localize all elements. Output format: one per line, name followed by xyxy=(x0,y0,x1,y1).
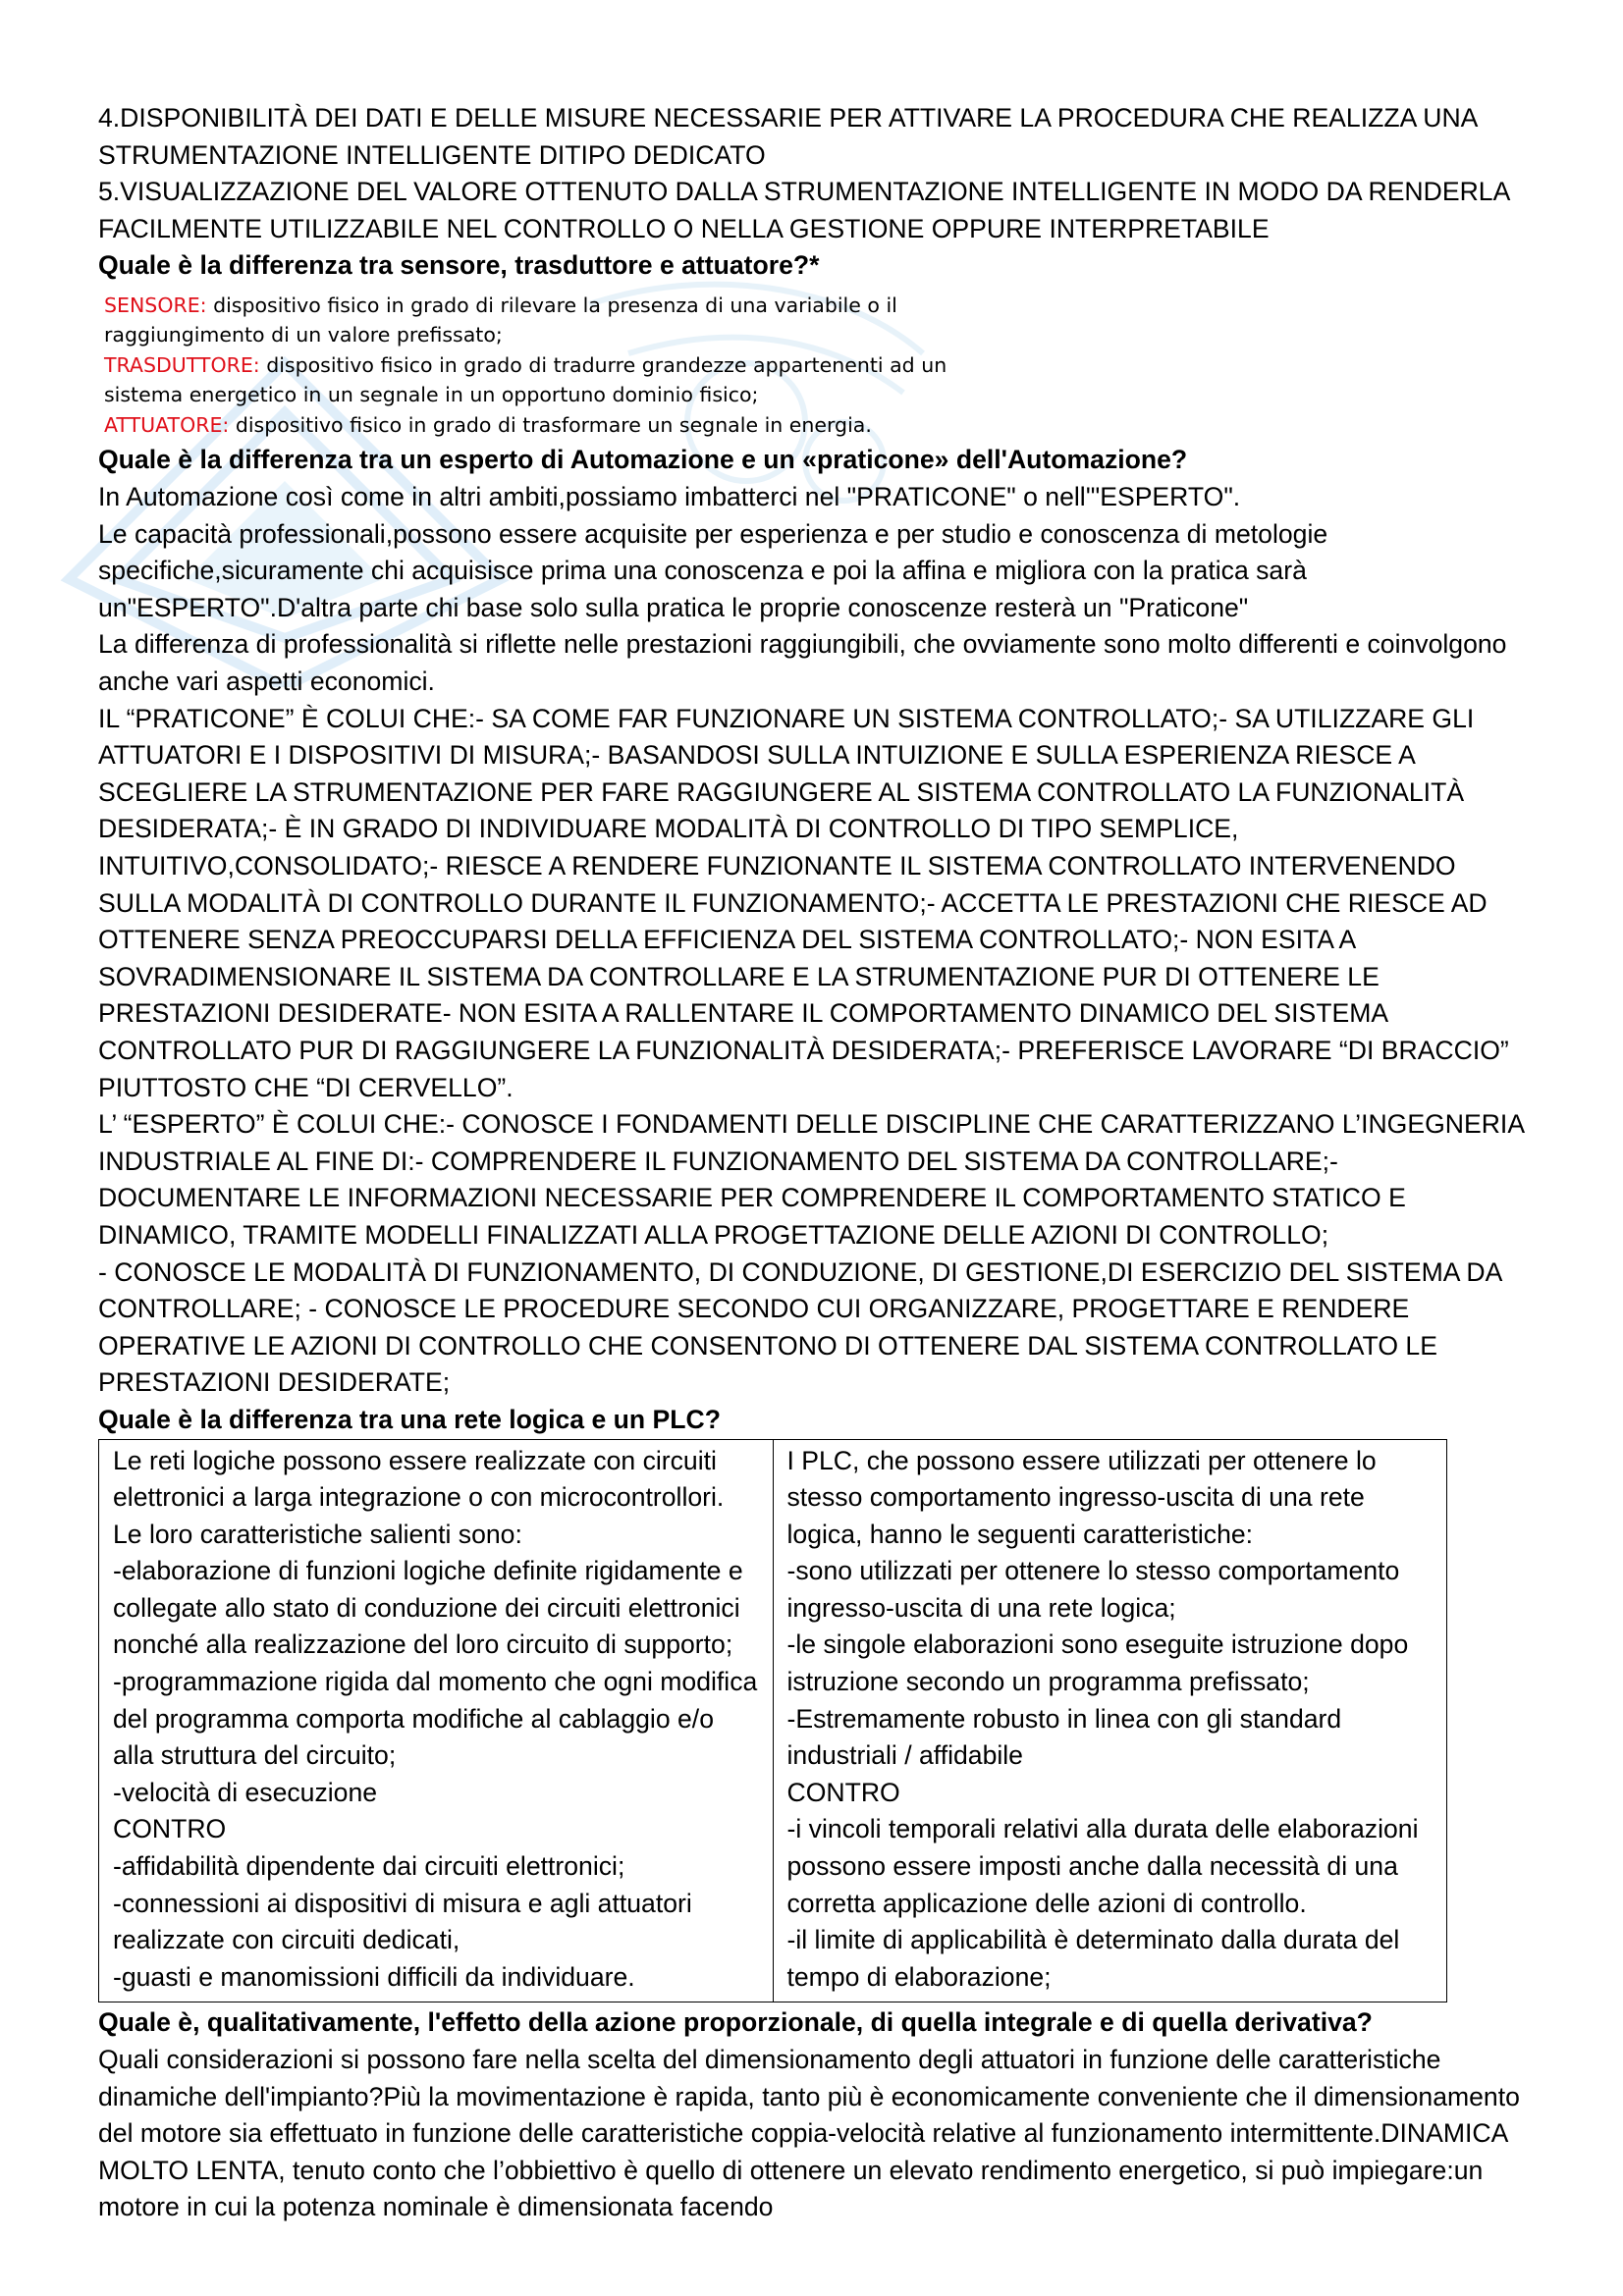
cell-line: -programmazione rigida dal momento che ogni modifica del programma comporta modifiche al cablaggio e/o alla struttura del circuito; xyxy=(113,1667,758,1771)
cell-line: CONTRO xyxy=(113,1814,227,1844)
cell-line: -le singole elaborazioni sono eseguite istruzione dopo istruzione secondo un programma prefissato; xyxy=(786,1629,1409,1697)
comparison-table xyxy=(98,1439,1447,2003)
definitions-block xyxy=(104,291,1542,441)
list-item-4: 4.DISPONIBILITÀ DEI DATI E DELLE MISURE NECESSARIE PER ATTIVARE LA PROCEDURA CHE REALIZZA UNA STRUMENTAZIONE INTELLIGENTE DITIPO DEDICATO xyxy=(98,103,1477,170)
cell-line: Le loro caratteristiche salienti sono: xyxy=(113,1519,522,1549)
table-cell-reti-logiche xyxy=(99,1439,774,2002)
definition-text: dispositivo fisico in grado di trasformare un segnale in energia. xyxy=(229,412,872,437)
definition-text-continued: raggiungimento di un valore prefissato; xyxy=(104,323,503,347)
cell-line: -il limite di applicabilità è determinato dalla durata del tempo di elaborazione; xyxy=(786,1925,1400,1992)
cell-line: CONTRO xyxy=(786,1777,900,1807)
term-trasduttore: TRASDUTTORE: xyxy=(104,352,260,377)
paragraph: Le capacità professionali,possono essere acquisite per esperienza e per studio e conoscenza di metologie specifiche,sicuramente chi acquisisce prima una conoscenza e poi la affina e migliora con la pratica sarà un"ESPERTO".D'altra parte chi base solo sulla pratica le proprie conoscenze resterà un "Praticone" xyxy=(98,518,1328,622)
question-pid-title: Quale è, qualitativamente, l'effetto della azione proporzionale, di quella integrale e di quella derivativa? xyxy=(98,2007,1373,2038)
cell-line: -velocità di esecuzione xyxy=(113,1777,378,1807)
cell-line: -connessioni ai dispositivi di misura e agli attuatori realizzate con circuiti dedicati, xyxy=(113,1888,692,1955)
paragraph: In Automazione così come in altri ambiti,possiamo imbatterci nel "PRATICONE" o nell'"ESPERTO". xyxy=(98,482,1241,512)
cell-line: -sono utilizzati per ottenere lo stesso comportamento ingresso-uscita di una rete logica; xyxy=(786,1556,1400,1623)
cell-line: -affidabilità dipendente dai circuiti elettronici; xyxy=(113,1851,625,1882)
table-cell-plc xyxy=(773,1439,1447,2002)
definition-text-continued: sistema energetico in un segnale in un opportuno dominio fisico; xyxy=(104,383,759,407)
paragraph: La differenza di professionalità si riflette nelle prestazioni raggiungibili, che ovviamente sono molto differenti e coinvolgono anche vari aspetti economici. xyxy=(98,629,1507,697)
definition-text: dispositivo fisico in grado di tradurre grandezze appartenenti ad un xyxy=(259,352,947,377)
question-esperto-title: Quale è la differenza tra un esperto di Automazione e un «praticone» dell'Automazione? xyxy=(98,445,1188,475)
cell-line: -i vincoli temporali relativi alla durata delle elaborazioni possono essere imposti anche dalla necessità di una corretta applicazione delle azioni di controllo. xyxy=(786,1814,1419,1918)
cell-line: -Estremamente robusto in linea con gli standard industriali / affidabile xyxy=(786,1703,1342,1771)
cell-line: I PLC, che possono essere utilizzati per ottenere lo stesso comportamento ingresso-uscita di una rete logica, hanno le seguenti caratteristiche: xyxy=(786,1445,1377,1549)
definition-text: dispositivo fisico in grado di rilevare la presenza di una variabile o il xyxy=(206,293,897,317)
paragraph: - CONOSCE LE MODALITÀ DI FUNZIONAMENTO, DI CONDUZIONE, DI GESTIONE,DI ESERCIZIO DEL SISTEMA DA CONTROLLARE; - CONOSCE LE PROCEDURE SECONDO CUI ORGANIZZARE, PROGETTARE E RENDERE OPERATIVE LE AZIONI DI CONTROLLO CHE CONSENTONO DI OTTENERE DAL SISTEMA CONTROLLATO LE PRESTAZIONI DESIDERATE; xyxy=(98,1256,1501,1398)
definition-trasduttore xyxy=(104,350,1542,381)
table-row xyxy=(99,1439,1447,2002)
definition-sensore xyxy=(104,291,1542,321)
list-item-5: 5.VISUALIZZAZIONE DEL VALORE OTTENUTO DALLA STRUMENTAZIONE INTELLIGENTE IN MODO DA RENDERLA FACILMENTE UTILIZZABILE NEL CONTROLLO O NELLA GESTIONE OPPURE INTERPRETABILE xyxy=(98,177,1509,243)
definition-attuatore xyxy=(104,410,1542,441)
paragraph: IL “PRATICONE” È COLUI CHE:- SA COME FAR FUNZIONARE UN SISTEMA CONTROLLATO;- SA UTILIZZARE GLI ATTUATORI E I DISPOSITIVI DI MISURA;- BASANDOSI SULLA INTUIZIONE E SULLA ESPERIENZA RIESCE A SCEGLIERE LA STRUMENTAZIONE PER FARE RAGGIUNGERE AL SISTEMA CONTROLLATO LA FUNZIONALITÀ DESIDERATA;- È IN GRADO DI INDIVIDUARE MODALITÀ DI CONTROLLO DI TIPO SEMPLICE, INTUITIVO,CONSOLIDATO;- RIESCE A RENDERE FUNZIONANTE IL SISTEMA CONTROLLATO INTERVENENDO SULLA MODALITÀ DI CONTROLLO DURANTE IL FUNZIONAMENTO;- ACCETTA LE PRESTAZIONI CHE RIESCE AD OTTENERE SENZA PREOCCUPARSI DELLA EFFICIENZA DEL SISTEMA CONTROLLATO;- NON ESITA A SOVRADIMENSIONARE IL SISTEMA DA CONTROLLARE E LA STRUMENTAZIONE PUR DI OTTENERE LE PRESTAZIONI DESIDERATE- NON ESITA A RALLENTARE IL COMPORTAMENTO DINAMICO DEL SISTEMA CONTROLLATO PUR DI RAGGIUNGERE LA FUNZIONALITÀ DESIDERATA;- PREFERISCE LAVORARE “DI BRACCIO” PIUTTOSTO CHE “DI CERVELLO”. xyxy=(98,703,1509,1102)
term-sensore: SENSORE: xyxy=(104,293,207,317)
cell-line: Le reti logiche possono essere realizzate con circuiti elettronici a larga integrazione o con microcontrollori. xyxy=(113,1445,725,1513)
cell-line: -guasti e manomissioni difficili da individuare. xyxy=(113,1961,635,1992)
cell-line: -elaborazione di funzioni logiche definite rigidamente e collegate allo stato di conduzione dei circuiti elettronici nonché alla realizzazione del loro circuito di supporto; xyxy=(113,1556,743,1660)
paragraph: Quali considerazioni si possono fare nella scelta del dimensionamento degli attuatori in funzione delle caratteristiche dinamiche dell'impianto?Più la movimentazione è rapida, tanto più è economicamente conveniente che il dimensionamento del motore sia effettuato in funzione delle caratteristiche coppia-velocità relative al funzionamento intermittente.DINAMICA MOLTO LENTA, tenuto conto che l’obbiettivo è quello di ottenere un elevato rendimento energetico, si può impiegare:un motore in cui la potenza nominale è dimensionata facendo xyxy=(98,2045,1520,2222)
question-plc-title: Quale è la differenza tra una rete logica e un PLC? xyxy=(98,1404,721,1434)
document-page xyxy=(98,100,1542,2226)
question-sensors-title: Quale è la differenza tra sensore, trasduttore e attuatore?* xyxy=(98,250,820,281)
paragraph: L’ “ESPERTO” È COLUI CHE:- CONOSCE I FONDAMENTI DELLE DISCIPLINE CHE CARATTERIZZANO L’INGEGNERIA INDUSTRIALE AL FINE DI:- COMPRENDERE IL FUNZIONAMENTO DEL SISTEMA DA CONTROLLARE;- DOCUMENTARE LE INFORMAZIONI NECESSARIE PER COMPRENDERE IL COMPORTAMENTO STATICO E DINAMICO, TRAMITE MODELLI FINALIZZATI ALLA PROGETTAZIONE DELLE AZIONI DI CONTROLLO; xyxy=(98,1109,1524,1250)
term-attuatore: ATTUATORE: xyxy=(104,412,230,437)
